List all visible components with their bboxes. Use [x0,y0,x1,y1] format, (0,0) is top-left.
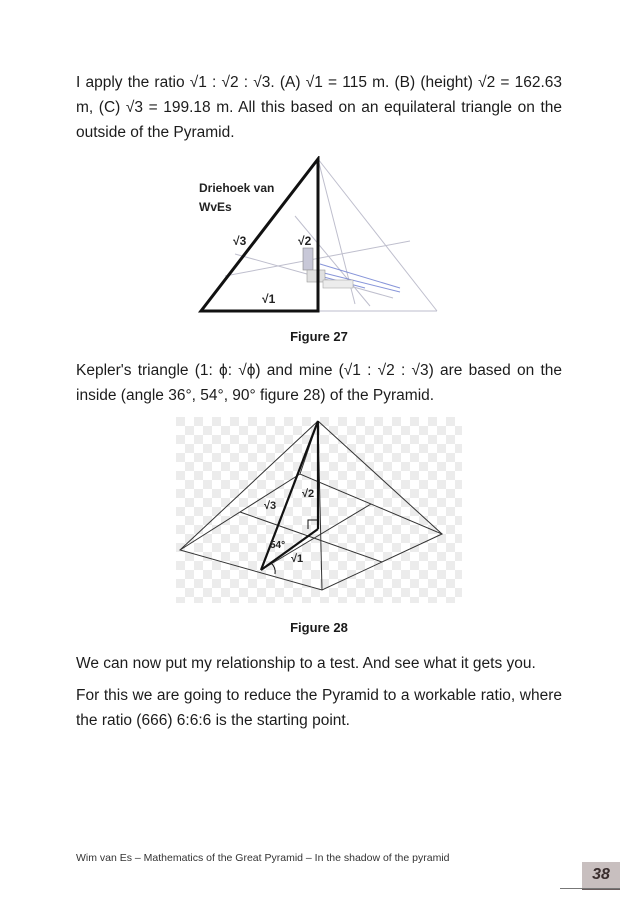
figure-27-caption: Figure 27 [290,329,348,344]
paragraph-ratio-666: For this we are going to reduce the Pyramid to a workable ratio, where the ratio (666) 6:6:6 is the starting point. [76,687,562,729]
figure-28-label-sqrt1: √1 [291,553,304,565]
figure-27 [195,156,441,323]
figure-27-label-sqrt1: √1 [262,292,276,306]
figure-27-label-sqrt2: √2 [298,234,312,248]
figure-27-diagram [195,156,441,318]
figure-28 [176,417,462,608]
figure-27-label-sqrt3: √3 [233,234,247,248]
paragraph-test: We can now put my relationship to a test. And see what it gets you. [76,655,536,672]
figure-28-label-sqrt3: √3 [264,500,277,512]
footer-rule [560,888,620,889]
figure-27-title-line1: Driehoek van [199,181,275,195]
paragraph-kepler: Kepler's triangle (1: ϕ: √ϕ) and mine (√1 : √2 : √3) are based on the inside (angle 36°, 54°, 90° figure 28) of the Pyramid. [76,362,562,404]
page-number: 38 [582,862,620,890]
paragraph-ratio: I apply the ratio √1 : √2 : √3. (A) √1 = 115 m. (B) (height) √2 = 162.63 m, (C) √3 = 199.18 m. All this based on an equilateral triangle on the outside of the Pyramid. [76,74,562,141]
figure-27-title-line2: WvEs [199,200,232,214]
figure-28-label-angle: 54° [270,540,286,551]
figure-28-diagram [176,417,462,603]
page-footer: Wim van Es – Mathematics of the Great Pyramid – In the shadow of the pyramid [76,852,450,864]
figure-28-label-sqrt2: √2 [302,488,315,500]
figure-28-caption: Figure 28 [290,620,348,635]
